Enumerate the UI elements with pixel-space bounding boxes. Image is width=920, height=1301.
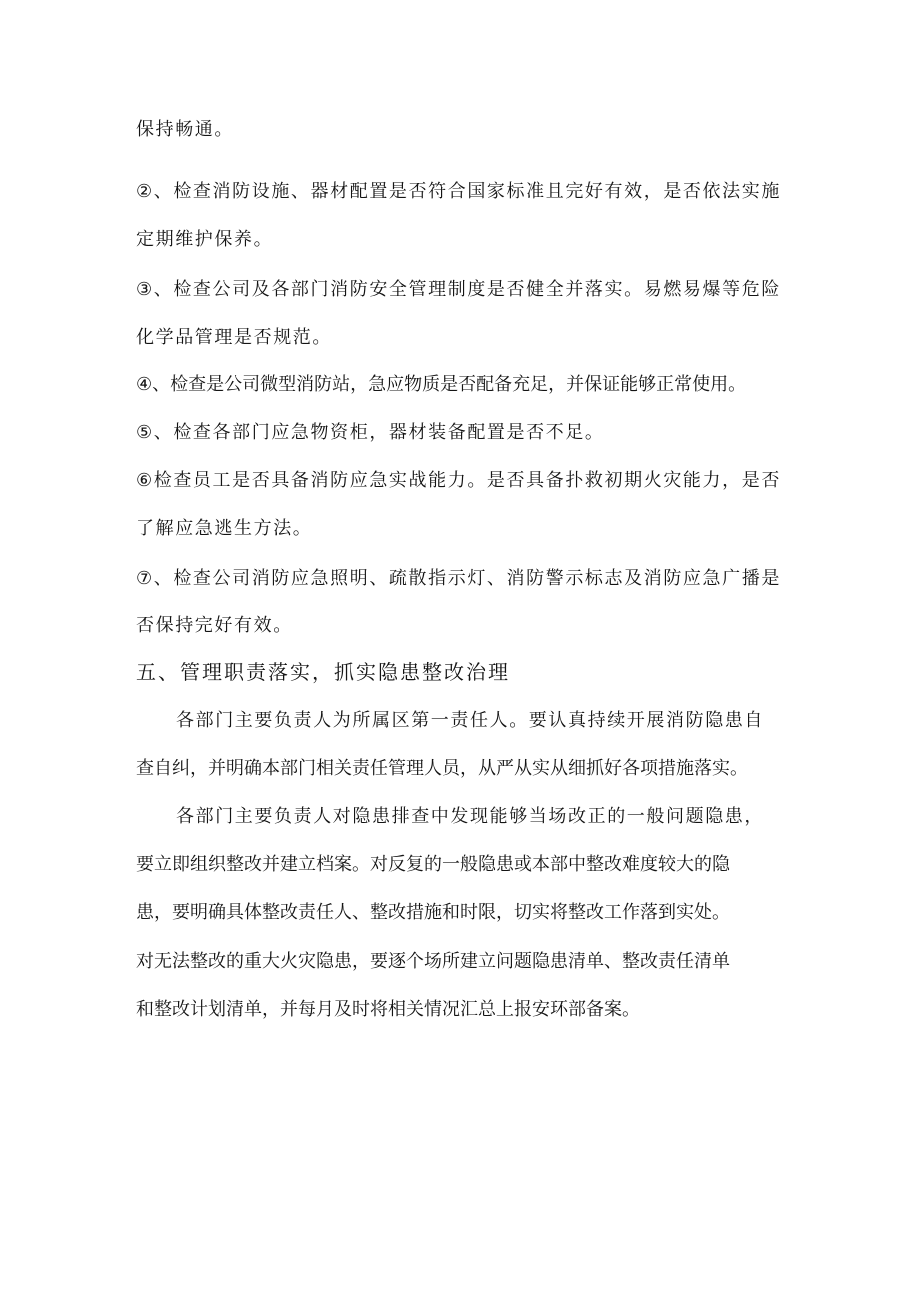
check-item-7-line1: ⑦、检查公司消防应急照明、疏散指示灯、消防警示标志及消防应急广播是	[136, 568, 781, 589]
check-item-2-line2: 定期维护保养。	[136, 229, 274, 250]
check-item-6-line2: 了解应急逃生方法。	[136, 518, 313, 539]
section-5-para2-line4: 对无法整改的重大火灾隐患，要逐个场所建立问题隐患清单、整改责任清单	[136, 951, 730, 972]
check-item-3-line2: 化学品管理是否规范。	[136, 327, 332, 348]
intro-tail-text: 保持畅通。	[136, 119, 234, 140]
section-5-heading: 五、管理职责落实，抓实隐患整改治理	[136, 660, 510, 684]
section-5-para2-line1: 各部门主要负责人对隐患排查中发现能够当场改正的一般问题隐患，	[176, 806, 764, 827]
check-item-6-line1: ⑥检查员工是否具备消防应急实战能力。是否具备扑救初期火灾能力，是否	[136, 470, 781, 491]
check-item-3-line1: ③、检查公司及各部门消防安全管理制度是否健全并落实。易燃易爆等危险	[136, 279, 781, 300]
section-5-para1-line1: 各部门主要负责人为所属区第一责任人。要认真持续开展消防隐患自	[176, 710, 764, 731]
section-5-para2-line3: 患，要明确具体整改责任人、整改措施和时限，切实将整改工作落到实处。	[136, 902, 730, 923]
section-5-para2-line2: 要立即组织整改并建立档案。对反复的一般隐患或本部中整改难度较大的隐	[136, 854, 730, 875]
section-5-para1-line2: 查自纠，并明确本部门相关责任管理人员，从严从实从细抓好各项措施落实。	[136, 758, 748, 779]
check-item-7-line2: 否保持完好有效。	[136, 615, 293, 636]
check-item-2-line1: ②、检查消防设施、器材配置是否符合国家标准且完好有效，是否依法实施	[136, 181, 781, 202]
check-item-5-line1: ⑤、检查各部门应急物资柜，器材装备配置是否不足。	[136, 422, 605, 443]
section-5-para2-line5: 和整改计划清单，并每月及时将相关情况汇总上报安环部备案。	[136, 999, 640, 1020]
check-item-4-line1: ④、检查是公司微型消防站，急应物质是否配备充足，并保证能够正常使用。	[136, 374, 747, 395]
